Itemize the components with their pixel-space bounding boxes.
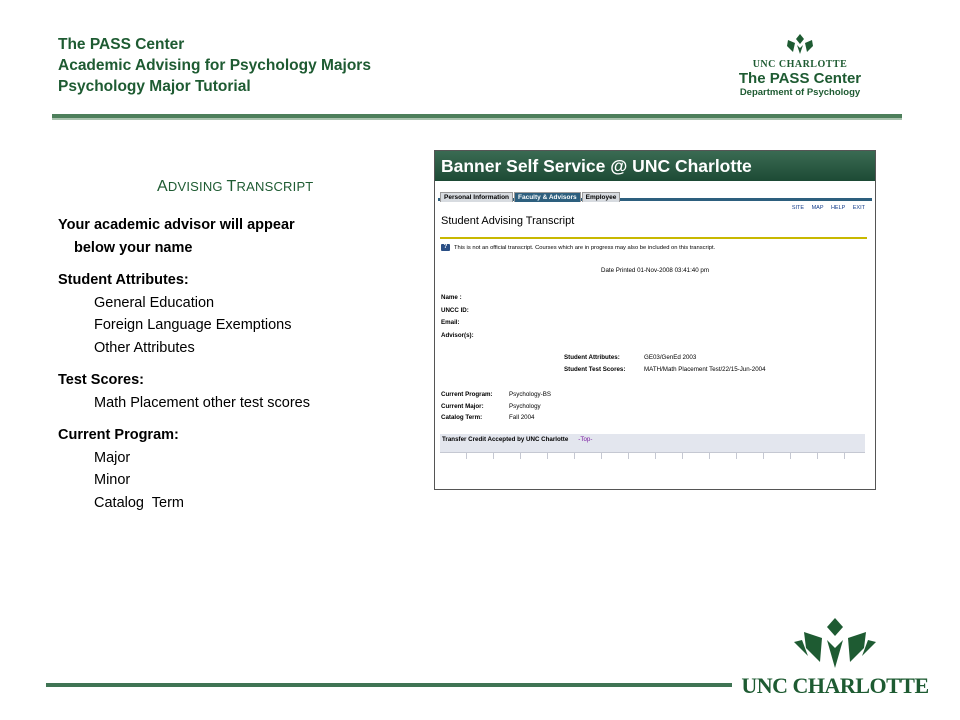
unc-crown-icon [783,34,817,54]
transfer-table [440,452,865,459]
help-link[interactable]: HELP [830,205,846,211]
logo-center-name: The PASS Center [738,70,862,87]
slide-header [58,34,371,97]
top-divider [52,114,902,120]
advisor-text-2: below your name [74,239,193,256]
transfer-credit-bar [440,434,865,452]
section-title [157,178,313,196]
attr-value: MATH/Math Placement Test/22/15-Jun-2004 [644,365,766,373]
header-line-1: The PASS Center [58,36,185,53]
tab-employee[interactable]: Employee [582,192,621,202]
top-link[interactable]: -Top- [578,435,593,443]
student-fields [435,292,875,342]
info-note [435,244,875,251]
program-value: Psychology [509,402,541,410]
info-note-text: This is not an official transcript. Courses which are in progress may also be included on this transcript. [454,244,716,251]
banner-screenshot [434,150,876,490]
list-item: Math Placement other test scores [94,394,310,411]
program-label: Current Program: [441,391,493,398]
banner-title: Banner Self Service @ UNC Charlotte [435,151,875,181]
list-item: Other Attributes [94,339,195,356]
program-label: Catalog Term: [441,414,483,421]
list-item: Foreign Language Exemptions [94,317,292,333]
current-program-heading: Current Program: [58,427,179,443]
date-printed: Date Printed 01-Nov-2008 03:41:40 pm [600,267,709,274]
list-item: Catalog Term [94,494,184,511]
attr-value: GE03/GenEd 2003 [644,354,697,361]
program-block [435,389,875,424]
program-value: Psychology-BS [509,391,551,398]
banner-tabs [435,181,875,201]
transcript-page-title: Student Advising Transcript [441,215,575,227]
pass-center-logo [730,34,870,98]
yellow-divider [440,237,867,239]
logo-bottom-text: UNC CHARLOTTE [741,673,929,698]
transfer-credit-label: Transfer Credit Accepted by UNC Charlotte [442,435,569,443]
attributes-block [435,352,875,375]
field-uncc-id: UNCC ID: [441,306,469,314]
header-line-3: Psychology Major Tutorial [58,78,251,95]
student-attributes-heading: Student Attributes: [58,272,189,288]
bullet-content [58,214,310,514]
field-name: Name : [441,294,462,301]
exit-link[interactable]: EXIT [852,205,865,211]
program-label: Current Major: [441,402,484,410]
attr-label: Student Attributes: [564,354,620,361]
unc-crown-icon [794,618,876,670]
program-value: Fall 2004 [509,414,535,421]
logo-department: Department of Psychology [739,87,861,98]
site-map-link[interactable]: SITE MAP [791,205,824,211]
bottom-divider [46,683,732,687]
field-advisors: Advisor(s): [441,331,474,339]
logo-university: UNC CHARLOTTE [752,59,848,70]
title-rest-2: RANSCRIPT [236,179,314,194]
unc-charlotte-logo [740,618,930,699]
list-item: Major [94,449,131,466]
field-email: Email: [441,319,460,326]
info-icon: ? [441,244,450,251]
banner-links [435,205,875,211]
advisor-text-1: Your academic advisor will appear [58,217,295,233]
test-scores-heading: Test Scores: [58,372,144,388]
title-cap-a: A [157,178,168,195]
header-line-2: Academic Advising for Psychology Majors [58,57,371,74]
list-item: General Education [94,294,215,311]
title-cap-t: T [226,178,237,195]
tab-faculty-advisors[interactable]: Faculty & Advisors [514,192,581,202]
tab-personal-information[interactable]: Personal Information [440,192,513,202]
title-rest-1: DVISING [167,179,223,194]
attr-label: Student Test Scores: [564,365,626,373]
list-item: Minor [94,472,131,488]
